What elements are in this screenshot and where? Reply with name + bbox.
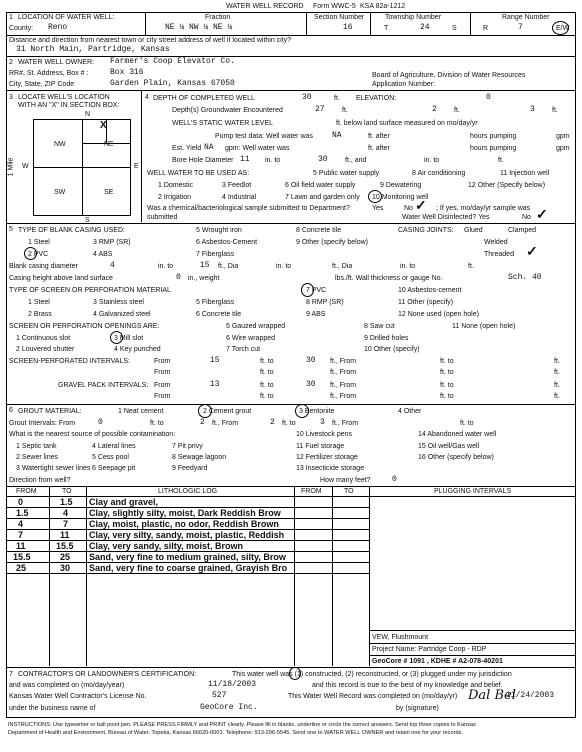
- contam-10: 10 Livestock pens: [296, 431, 353, 438]
- contam-11: 11 Fuel storage: [296, 443, 345, 450]
- chem-yes: Yes: [372, 205, 384, 212]
- screen-3: 3 Stainless steel: [93, 299, 144, 306]
- pump-label: Pump test data: Well water was: [215, 133, 313, 140]
- static-tail: ft. below land surface measured on mo/day/yr: [336, 120, 478, 127]
- quadrant-ne: NE: [104, 141, 114, 148]
- est-value: NA: [204, 143, 214, 152]
- grout-to-value-2: 3: [320, 418, 325, 427]
- spi-ft-from-2: ft., From: [330, 369, 357, 376]
- chem-tail: ; If yes, mo/day/yr sample was: [436, 205, 531, 212]
- casing-1: 1 Steel: [28, 239, 50, 246]
- diam-in-to-3: in. to: [400, 263, 416, 270]
- log-header-to: TO: [62, 488, 72, 495]
- opening-3-circle: [110, 331, 123, 344]
- grout-to-value: 2: [200, 418, 205, 427]
- howmany-label: How many feet?: [320, 477, 371, 484]
- log-from: 15.5: [13, 552, 31, 562]
- opening-7: 7 Torch cut: [226, 346, 261, 353]
- township-label: Township Number: [385, 14, 442, 21]
- disinfected-label: Water Well Disinfected? Yes: [402, 214, 490, 221]
- log-from: 1.5: [16, 508, 29, 518]
- height-weight: in., weight: [188, 275, 220, 282]
- disinfected-no-check-icon: ✓: [536, 206, 548, 222]
- business-label: under the business name of: [9, 705, 96, 712]
- record-label: This Water Well Record was completed on (mo/day/yr): [288, 693, 458, 700]
- diam-dia-2: ft., Dia: [332, 263, 353, 270]
- pump-ft-after: ft. after: [368, 133, 390, 140]
- pump-value: NA: [332, 131, 342, 140]
- compass-e: E: [134, 163, 139, 170]
- gpi-ft-to-2: ft. to: [440, 382, 454, 389]
- casing-2: 2 PVC: [28, 251, 49, 258]
- note-project: Project Name: Partridge Coop - RDP: [372, 646, 487, 653]
- gw-value-1: 27: [315, 105, 325, 114]
- log-to: 25: [60, 552, 71, 562]
- use-3: 3 Feedlot: [222, 182, 252, 189]
- casing-2-circle: [24, 247, 37, 260]
- business-value: GeoCore Inc.: [200, 703, 258, 712]
- gw-value-3: 3: [530, 105, 535, 114]
- compass-n: N: [85, 111, 91, 118]
- screen-2: 2 Brass: [28, 311, 52, 318]
- joints-welded: Welded: [484, 239, 508, 246]
- depth-label: DEPTH OF COMPLETED WELL: [153, 95, 255, 102]
- compass-w: W: [22, 163, 29, 170]
- range-value: 7: [518, 23, 523, 32]
- opening-6: 6 Wire wrapped: [226, 335, 276, 342]
- contam-1: 1 Septic tank: [16, 443, 57, 450]
- use-5: 5 Public water supply: [313, 170, 380, 177]
- est-hours: hours pumping: [470, 145, 517, 152]
- screen-5: 5 Fiberglass: [196, 299, 235, 306]
- fraction-value: NE ¼ NW ¼ NE ¼: [165, 23, 233, 32]
- instructions-line2: Department of Health and Environment, Bureau of Water, Topeka, Kansas 66620-0001. Telephone: 913-296-5545. Send one to WATER WELL OWNER and retain one for your records.: [8, 730, 463, 736]
- diam-to-value: 15: [200, 261, 210, 270]
- screen-7-circle: [301, 283, 314, 297]
- compass-s: S: [85, 217, 90, 224]
- spi-from-label-2: From: [154, 369, 171, 376]
- screen-10: 10 Asbestos-cement: [398, 287, 462, 294]
- threaded-check-icon: ✓: [526, 243, 538, 259]
- screen-label: TYPE OF SCREEN OR PERFORATION MATERIAL: [9, 287, 171, 294]
- range-r: R: [483, 25, 489, 32]
- log-header-lithologic: LITHOLOGIC LOG: [158, 488, 218, 495]
- joints-threaded: Threaded: [484, 251, 514, 258]
- use-11: 11 Injection well: [500, 170, 550, 177]
- spi-from-value: 15: [210, 356, 220, 365]
- screen-11: 11 Other (specify): [398, 299, 454, 306]
- log-to: 7: [63, 519, 69, 529]
- diam-dia-1: ft., Dia: [218, 263, 239, 270]
- use-1: 1 Domestic: [158, 182, 194, 189]
- log-to: 30: [60, 563, 71, 573]
- gw-label: Depth(s) Groundwater Encountered: [172, 107, 283, 114]
- casing-4: 4 ABS: [93, 251, 113, 258]
- mile-label: 1 Mile: [7, 157, 15, 177]
- range-e-circle: [552, 21, 569, 35]
- note-vew: VEW, Flushmount: [372, 634, 429, 641]
- quadrant-sw: SW: [54, 189, 66, 196]
- bore-ft-and: ft., and: [345, 157, 367, 164]
- gpi-ft-from: ft., From: [330, 382, 357, 389]
- howmany-value: 0: [392, 475, 397, 484]
- opening-2: 2 Louvered shutter: [16, 346, 75, 353]
- gpi-ft-to-3: ft. to: [260, 393, 274, 400]
- use-12: 12 Other (Specify below): [468, 182, 546, 189]
- township-value: 24: [420, 23, 430, 32]
- address-value: 31 North Main, Partridge, Kansas: [16, 45, 170, 54]
- log-to: 4: [63, 508, 69, 518]
- range-label: Range Number: [502, 14, 550, 21]
- gpi-label: GRAVEL PACK INTERVALS:: [58, 382, 149, 389]
- contam-8: 8 Sewage lagoon: [172, 454, 227, 461]
- rr-label: RR#, St. Address, Box # :: [9, 70, 89, 77]
- opening-8: 8 Saw cut: [364, 323, 395, 330]
- contam-5: 5 Cess pool: [92, 454, 129, 461]
- use-10: 10 Monitoring well: [372, 194, 429, 201]
- fraction-label: Fraction: [205, 14, 231, 21]
- elevation-value: 0: [486, 93, 491, 102]
- license-label: Kansas Water Well Contractor's License No.: [9, 693, 147, 700]
- section-value: 16: [343, 23, 353, 32]
- form-statute: KSA 82a-1212: [360, 3, 406, 10]
- quadrant-nw: NW: [54, 141, 66, 148]
- spi-from-label: From: [154, 358, 171, 365]
- gpi-ft-to: ft. to: [260, 382, 274, 389]
- contam-12: 12 Fertilizer storage: [296, 454, 358, 461]
- bore-label: Bore Hole Diameter: [172, 157, 234, 164]
- grout-ft-to: ft. to: [150, 420, 164, 427]
- est-ft-after: ft. after: [368, 145, 390, 152]
- gw-ft-2: ft.: [454, 107, 460, 114]
- opening-11: 11 None (open hole): [452, 323, 516, 330]
- instructions-line1: INSTRUCTIONS: Use typewriter or ball point pen. PLEASE PRESS FIRMLY and PRINT clearly. Please fill in blanks, underline or circle the correct answers. Send top three copies to Kansas: [8, 722, 476, 728]
- contam-9: 9 Feedyard: [172, 465, 208, 472]
- s1-label: LOCATION OF WATER WELL:: [18, 14, 115, 21]
- diam-label: Blank casing diameter: [9, 263, 78, 270]
- casing-6: 6 Asbestos-Cement: [196, 239, 258, 246]
- grout-from-value-2: 2: [270, 418, 275, 427]
- township-s: S: [452, 25, 457, 32]
- use-7: 7 Lawn and garden only: [285, 194, 360, 201]
- gpi-from-value: 13: [210, 380, 220, 389]
- log-to: 1.5: [60, 497, 73, 507]
- opening-3: 3 Mill slot: [114, 335, 144, 342]
- joints-glued: Glued: [464, 227, 483, 234]
- chem-no: No: [404, 205, 413, 212]
- log-desc: Clay, moist, plastic, no odor, Reddish Brown: [89, 519, 279, 529]
- bore-in-to: in. to: [265, 157, 281, 164]
- opening-9: 9 Drilled holes: [364, 335, 409, 342]
- quadrant-se: SE: [104, 189, 114, 196]
- bore-value: 11: [240, 155, 250, 164]
- use-10-circle: [368, 190, 382, 203]
- opening-10: 10 Other (specify): [364, 346, 420, 353]
- log-to: 15.5: [56, 541, 74, 551]
- chem-label: Was a chemical/bacteriological sample submitted to Department?: [147, 205, 350, 212]
- spi-ft-2: ft.: [554, 369, 560, 376]
- log-header-from: FROM: [16, 488, 37, 495]
- contam-6: 6 Seepage pit: [92, 465, 136, 472]
- diam-in-to-2: in. to: [276, 263, 292, 270]
- range-ew: E/W: [556, 25, 570, 32]
- est-label: Est. Yield: [172, 145, 202, 152]
- gpi-ft: ft.: [554, 382, 560, 389]
- s5-number: 5: [9, 226, 13, 233]
- contam-14: 14 Abandoned water well: [418, 431, 497, 438]
- spi-label: SCREEN-PERFORATED INTERVALS:: [9, 358, 130, 365]
- use-label: WELL WATER TO BE USED AS:: [147, 170, 250, 177]
- form-number: Form WWC-5: [313, 3, 356, 10]
- log-desc: Clay, slightly silty, moist, Dark Reddish Brow: [89, 508, 281, 518]
- owner-label: WATER WELL OWNER:: [18, 59, 94, 66]
- gpi-ft-to-4: ft. to: [440, 393, 454, 400]
- grout-3: 3 Bentonite: [299, 408, 335, 415]
- screen-6: 6 Concrete tile: [196, 311, 242, 318]
- grout-4: 4 Other: [398, 408, 422, 415]
- spi-ft-to-2: ft. to: [440, 358, 454, 365]
- log-to: 11: [60, 530, 70, 540]
- grout-label: GROUT MATERIAL:: [18, 408, 82, 415]
- log-desc: Clay, very sandy, silty, moist, Brown: [89, 541, 244, 551]
- casing-7: 7 Fiberglass: [196, 251, 235, 258]
- gpi-ft-2: ft.: [554, 393, 560, 400]
- log-from: 25: [16, 563, 27, 573]
- contam-label: What is the nearest source of possible contamination:: [9, 431, 176, 438]
- contam-16: 16 Other (specify below): [418, 454, 494, 461]
- s1-number: 1: [9, 14, 13, 21]
- true-text: and this record is true to the best of my knowledge and belief.: [312, 682, 503, 689]
- use-2: 2 Irrigation: [158, 194, 192, 201]
- county-label: County:: [9, 25, 34, 32]
- grout-ft-from: ft., From: [212, 420, 239, 427]
- gpi-ft-from-2: ft., From: [330, 393, 357, 400]
- use-6: 6 Oil field water supply: [285, 182, 356, 189]
- grout-from-value: 0: [98, 418, 103, 427]
- contam-4: 4 Lateral lines: [92, 443, 136, 450]
- gpi-from-label-2: From: [154, 393, 171, 400]
- spi-ft-to-3: ft. to: [260, 369, 274, 376]
- height-lbsft: lbs./ft. Wall thickness or gauge No.: [335, 275, 443, 282]
- direction-label: Direction from well?: [9, 477, 71, 484]
- openings-label: SCREEN OR PERFORATION OPENINGS ARE:: [9, 323, 160, 330]
- sch-value: Sch. 40: [508, 273, 542, 282]
- screen-1: 1 Steel: [28, 299, 50, 306]
- log-from: 11: [16, 541, 26, 551]
- grout-2: 2 Cement grout: [203, 408, 252, 415]
- log-desc: Clay, very silty, sandy, moist, plastic, Reddish: [89, 530, 285, 540]
- s2-number: 2: [9, 59, 13, 66]
- grout-intervals-label: Grout Intervals: From: [9, 420, 76, 427]
- screen-4: 4 Galvanized steel: [93, 311, 151, 318]
- opening-4: 4 Key punched: [114, 346, 161, 353]
- section-label: Section Number: [314, 14, 365, 21]
- casing-8: 8 Concrete tile: [296, 227, 342, 234]
- locate-label-2: WITH AN "X" IN SECTION BOX:: [18, 102, 120, 109]
- locate-label-1: LOCATE WELL'S LOCATION: [18, 94, 110, 101]
- casing-3: 3 RMP (SR): [93, 239, 131, 246]
- grout-ft-from-2: ft., From: [332, 420, 359, 427]
- casing-5: 5 Wrought iron: [196, 227, 242, 234]
- completed-value: 11/18/2003: [208, 680, 257, 689]
- spi-ft-to-4: ft. to: [440, 369, 454, 376]
- log-from: 7: [18, 530, 24, 540]
- s7-number: 7: [9, 671, 13, 678]
- height-label: Casing height above land surface: [9, 275, 113, 282]
- location-x-mark: X: [100, 120, 107, 131]
- s3-number: 3: [9, 94, 13, 101]
- spi-ft-to: ft. to: [260, 358, 274, 365]
- depth-ft: ft.: [334, 95, 340, 102]
- pump-hours: hours pumping: [470, 133, 517, 140]
- screen-9: 9 ABS: [306, 311, 326, 318]
- spi-ft-from: ft., From: [330, 358, 357, 365]
- s6-number: 6: [9, 407, 13, 414]
- contam-7: 7 Pit privy: [172, 443, 203, 450]
- gw-value-2: 2: [432, 105, 437, 114]
- spi-ft: ft.: [554, 358, 560, 365]
- log-desc: Sand, very fine to medium grained, silty, Brow: [89, 552, 286, 562]
- constructed-circle: [289, 667, 301, 680]
- application-label: Application Number:: [372, 81, 436, 88]
- log-header-from-2: FROM: [301, 488, 322, 495]
- diam-ft: ft.: [468, 263, 474, 270]
- log-header-plugging: PLUGGING INTERVALS: [434, 488, 512, 495]
- est-gpm-unit: gpm: [556, 145, 570, 152]
- rr-value: Box 316: [110, 68, 144, 77]
- joints-label: CASING JOINTS:: [398, 227, 454, 234]
- cert-line1: This water well was (1) constructed, (2) reconstructed, or (3) plugged under my jurisdiction: [232, 671, 512, 678]
- grout-ft-to-2: ft. to: [282, 420, 296, 427]
- distance-label: Distance and direction from nearest town or city street address of well if located within city?: [9, 37, 292, 44]
- disinfected-no: No: [522, 214, 531, 221]
- log-desc: Sand, very fine to coarse grained, Grayish Bro: [89, 563, 288, 573]
- use-8: 8 Air conditioning: [412, 170, 466, 177]
- grout-1: 1 Neat cement: [118, 408, 164, 415]
- chem-no-check-icon: ✓: [415, 197, 427, 213]
- cert-label: CONTRACTOR'S OR LANDOWNER'S CERTIFICATION:: [18, 671, 197, 678]
- completed-label: and was completed on (mo/day/year): [9, 682, 125, 689]
- screen-7: 7 PVC: [306, 287, 327, 294]
- pump-gpm: gpm: [556, 133, 570, 140]
- grout-3-circle: [295, 404, 309, 418]
- signature: Dal Bel: [468, 688, 516, 703]
- contam-2: 2 Sewer lines: [16, 454, 59, 461]
- height-value: 0: [176, 273, 181, 282]
- county-value: Reno: [48, 23, 68, 32]
- diam-value: 4: [110, 261, 115, 270]
- contam-15: 15 Oil well/Gas well: [418, 443, 480, 450]
- log-header-to-2: TO: [344, 488, 354, 495]
- bore-in-to-2: in. to: [424, 157, 440, 164]
- casing-9: 9 Other (specify below): [296, 239, 368, 246]
- est-gpm: gpm: Well water was: [225, 145, 290, 152]
- by-signature-label: by (signature): [396, 705, 439, 712]
- screen-8: 8 RMP (SR): [306, 299, 344, 306]
- log-from: 4: [18, 519, 24, 529]
- use-4: 4 Industrial: [222, 194, 257, 201]
- contam-3: 3 Watertight sewer lines: [16, 465, 91, 472]
- bore-ft: ft.: [498, 157, 504, 164]
- township-t: T: [384, 25, 389, 32]
- gpi-from-label: From: [154, 382, 171, 389]
- static-label: WELL'S STATIC WATER LEVEL: [172, 120, 274, 127]
- casing-label: TYPE OF BLANK CASING USED:: [18, 227, 125, 234]
- log-from: 0: [18, 497, 24, 507]
- depth-value: 30: [302, 93, 312, 102]
- bore-to-value: 30: [318, 155, 328, 164]
- gw-ft-1: ft.: [342, 107, 348, 114]
- record-date: 11/24/2003: [506, 691, 555, 700]
- city-label: City, State, ZIP Code: [9, 81, 75, 88]
- grout-2-circle: [198, 404, 212, 418]
- note-geocore: GeoCore # 1091 , KDHE # A2-078-40201: [372, 658, 503, 665]
- diam-in-to: in. to: [158, 263, 174, 270]
- opening-1: 1 Continuous slot: [16, 335, 71, 342]
- screen-12: 12 None used (open hole): [398, 311, 479, 318]
- owner-value: Farmer's Coop Elevator Co.: [110, 57, 235, 66]
- gpi-to-value: 30: [306, 380, 316, 389]
- contam-13: 13 Insecticide storage: [296, 465, 365, 472]
- spi-to-value: 30: [306, 356, 316, 365]
- s4-number: 4: [145, 94, 149, 101]
- opening-5: 5 Gauzed wrapped: [226, 323, 286, 330]
- use-9: 9 Dewatering: [380, 182, 422, 189]
- city-value: Garden Plain, Kansas 67050: [110, 79, 235, 88]
- elevation-label: ELEVATION:: [356, 95, 397, 102]
- grout-ft-to-3: ft. to: [460, 420, 474, 427]
- board-label: Board of Agriculture, Division of Water Resources: [372, 72, 526, 79]
- form-title: WATER WELL RECORD: [226, 3, 304, 10]
- joints-clamped: Clamped: [508, 227, 537, 234]
- gw-ft-3: ft.: [552, 107, 558, 114]
- license-value: 527: [212, 691, 227, 700]
- log-desc: Clay and gravel,: [89, 497, 159, 507]
- chem-submitted: submitted: [147, 214, 178, 221]
